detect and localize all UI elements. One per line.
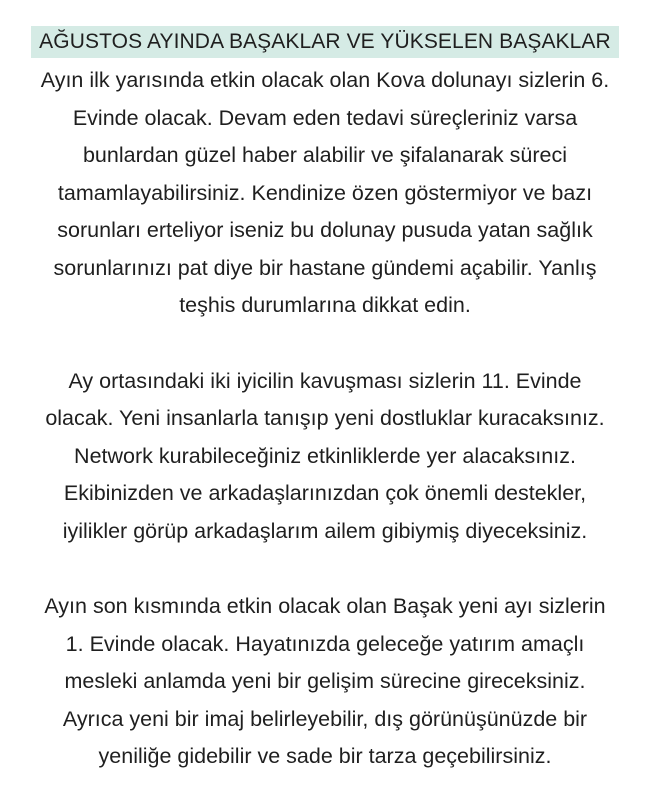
paragraph-line: Ay ortasındaki iki iyicilin kavuşması sizlerin 11. Evinde [68,368,582,393]
paragraph-line: teşhis durumlarına dikkat edin. [179,293,471,317]
paragraph-line: Ekibinizden ve arkadaşlarınızdan çok önemli destekler, [63,481,587,505]
paragraph-last-part [5,588,645,776]
paragraph-line: Ayın son kısmında etkin olacak olan Başak yeni ayı sizlerin [44,594,606,618]
paragraph-line: 1. Evinde olacak. Hayatınızda geleceğe yatırım amaçlı [65,631,585,656]
paragraph-first-half [5,62,645,325]
paragraph-line: iyilikler görüp arkadaşlarım ailem gibiymiş diyeceksiniz. [62,518,588,543]
heading-wrapper [0,26,650,58]
paragraph-line: Ayın ilk yarısında etkin olacak olan Kova dolunayı sizlerin 6. [40,68,610,92]
paragraph-line: Network kurabileceğiniz etkinliklerde yer alacaksınız. [74,443,576,468]
paragraph-line: tamamlayabilirsiniz. Kendinize özen göstermiyor ve bazı [57,180,593,205]
paragraph-line: Ayrıca yeni bir imaj belirleyebilir, dış görünüşünüzde bir [62,706,588,731]
section-heading: AĞUSTOS AYINDA BAŞAKLAR VE YÜKSELEN BAŞAKLAR [31,26,619,58]
paragraph-line: sorunlarınızı pat diye bir hastane gündemi açabilir. Yanlış [53,255,597,280]
paragraph-mid-month [5,363,645,551]
paragraph-spacer [0,325,650,363]
paragraph-line: mesleki anlamda yeni bir gelişim sürecine gireceksiniz. [64,669,586,693]
paragraph-line: sorunları erteliyor iseniz bu dolunay pusuda yatan sağlık [57,218,593,242]
paragraph-line: bunlardan güzel haber alabilir ve şifalanarak süreci [82,143,568,167]
paragraph-line: yeniliğe gidebilir ve sade bir tarza geçebilirsiniz. [98,744,552,768]
paragraph-spacer [0,550,650,588]
paragraph-line: olacak. Yeni insanlarla tanışıp yeni dostluklar kuracaksınız. [45,406,605,430]
paragraph-line: Evinde olacak. Devam eden tedavi süreçleriniz varsa [72,105,578,130]
